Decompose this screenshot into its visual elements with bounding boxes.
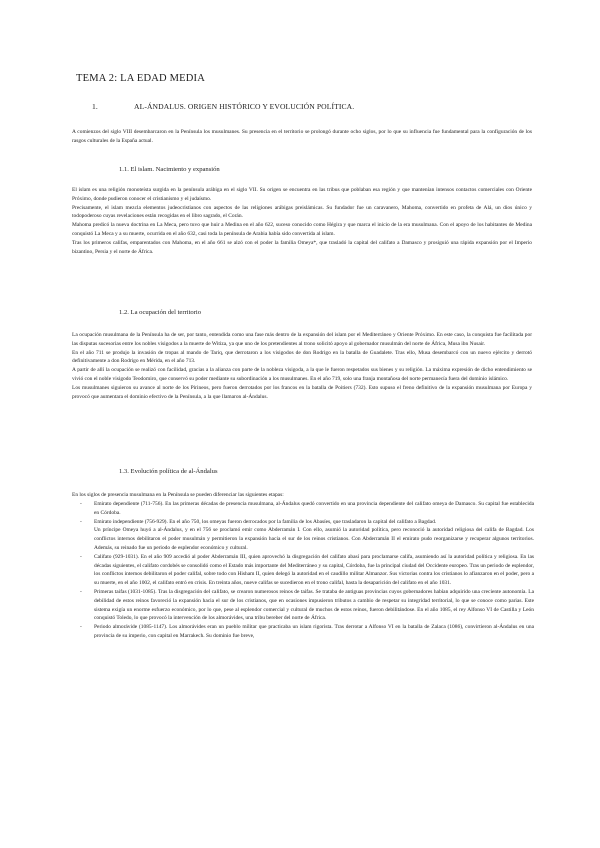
section-heading-1 (92, 102, 354, 111)
subsection-body-1-1 (72, 186, 532, 256)
section-number: 1. (92, 102, 98, 111)
list-item (78, 623, 534, 641)
list-item-text: Periodo almorávide (1085-1147). Los almorávides eran un pueblo militar que practicaba un islam rigorista. Tras derrotar a Alfonso VI en la batalla de Zalaca (1086), convirtieron al-Ándalus en una provincia de su imperio, con capital en Marrakech. Su dominio fue breve, (94, 624, 534, 639)
subsection-body-1-2 (72, 331, 532, 401)
list-item-text: Primeras taifas (1031-1085). Tras la disgregación del califato, se crearon numerosos reinos de taifas. Se trataba de antiguas provincias cuyos gobernadores habían adquirido una creciente autonomía. La debilidad de estos reinos favoreció la expansión hacia el sur de los cristianos, que en ocasiones impusieron tributos a cambio de respetar su integridad territorial, lo que se conoce como parias. Este sistema exigía un enorme esfuerzo económico, por lo que, pese al esplendor comercial y cultural de muchos de estos reinos, fueron debilitándose. En el año 1085, el rey Alfonso VI de Castilla y León conquistó Toledo, lo que provocó la intervención de los almorávides, una tribu bereber del norte de África. (94, 588, 534, 622)
paragraph: Los musulmanes siguieron su avance al norte de los Pirineos, pero fueron derrotados por los francos en la batalla de Poitiers (732). Esto supuso el freno definitivo de la expansión musulmana por Europa y provocó que aumentara el dominio efectivo de la Península, a la que llamaron al-Ándalus. (72, 384, 532, 400)
paragraph: Tras los primeros califas, emparentados con Mahoma, en el año 661 se alzó con el poder la familia Omeya*, que trasladó la capital del califato a Damasco y prosiguió una rápida expansión por el Imperio bizantino, Persia y el norte de África. (72, 239, 532, 255)
list-item-text: Emirato independiente (756-929). En el año 750, los omeyas fueron derrocados por la familia de los Abasíes, que trasladaron la capital del califato a Bagdad. (94, 518, 437, 525)
list-item-text: Emirato dependiente (711-756). En las primeras décadas de presencia musulmana, al-Ándalus quedó convertido en una provincia dependiente del califato omeya de Damasco. Su capital fue establecida en Córdoba. (94, 501, 534, 516)
list-bullet: - (80, 501, 82, 507)
list-item (78, 518, 534, 553)
section-title: AL-ÁNDALUS. ORIGEN HISTÓRICO Y EVOLUCIÓN POLÍTICA. (134, 102, 355, 111)
subsection-lead-1-3 (72, 491, 532, 500)
list-bullet: - (80, 518, 82, 525)
list-bullet: - (80, 553, 82, 560)
paragraph: En los siglos de presencia musulmana en la Península se pueden diferenciar las siguientes etapas: (72, 492, 284, 498)
list-item (78, 588, 534, 623)
list-item-text: Califato (929-1031). En el año 909 accedió al poder Abderramán III, quien aprovechó la disgregación del califato abasí para proclamarse califa, asumiendo así la autoridad política y religiosa. En las décadas siguientes, el califato cordobés se consolidó como el Estado más importante del Mediterráneo y su capital, Córdoba, fue la principal ciudad del Occidente europeo. Tras un periodo de esplendor, los conflictos internos debilitaron el poder califal, sobre todo con Hisham II, quien delegó la autoridad en el caudillo militar Almanzor. Sus victorias contra los cristianos lo afianzaron en el poder, pero a su muerte, en el año 1002, el califato entró en crisis. En treinta años, nueve califas se sucedieron en el trono califal, hasta la desaparición del califato en el año 1031. (94, 553, 534, 587)
list-item (78, 553, 534, 588)
document-title: TEMA 2: LA EDAD MEDIA (76, 73, 206, 84)
subsection-heading-1-3: 1.3. Evolución política de al-Ándalus (119, 468, 218, 475)
paragraph: A comienzos del siglo VIII desembarcaron en la Península los musulmanes. Su presencia en el territorio se prolongó durante ocho siglos, por lo que su influencia fue fundamental para la configuración de los rasgos culturales de la España actual. (72, 129, 532, 144)
subsection-heading-1-2: 1.2. La ocupación del territorio (119, 309, 202, 316)
paragraph: La ocupación musulmana de la Península ha de ser, por tanto, entendida como una fase más dentro de la expansión del islam por el Mediterráneo y Oriente Próximo. En este caso, la conquista fue facilitada por las disputas sucesorias entre los nobles visigodos a la muerte de Witiza, ya que uno de los pretendientes al trono solicitó apoyo al gobernador musulmán del norte de África, Musa ibn Nusair. (72, 332, 532, 347)
list-bullet: - (80, 624, 82, 631)
stages-list (78, 500, 534, 641)
paragraph: Precisamente, el islam mezcla elementos judeocristianos con aspectos de las religiones arábigas preislámicas. Su fundador fue un caravanero, Mahoma, convertido en profeta de Alá, un dios único y todopoderoso cuyas revelaciones están recogidas en el libro sagrado, el Corán. (72, 204, 532, 220)
paragraph: El islam es una religión monoteísta surgida en la península arábiga en el siglo VII. Su origen se encuentra en las tribus que poblaban esa región y que mantenían intensos contactos comerciales con Oriente Próximo, donde pudieron conocer el cristianismo y el judaísmo. (72, 187, 532, 202)
paragraph: En el año 711 se produjo la invasión de tropas al mando de Tariq, que derrotaron a los visigodos de don Rodrigo en la batalla de Guadalete. Tras ello, Musa desembarcó con un nuevo ejército y derrotó definitivamente a don Rodrigo en Mérida, en el año 713. (72, 349, 532, 365)
paragraph: A partir de allí la ocupación se realizó con facilidad, gracias a la alianza con parte de la nobleza visigoda, a la que le fueron respetados sus bienes y su religión. La máxima expresión de dicho entendimiento se vivió con el noble visigodo Teodomiro, que conservó su poder mediante su subordinación a los musulmanes. En el año 719, solo una franja montañosa del norte permanecía fuera del dominio islámico. (72, 367, 532, 382)
list-item-text: Un príncipe Omeya huyó a al-Ándalus, y en el 756 se proclamó emir como Abderramán I. Con ello, asumió la autoridad política, pero reconoció la autoridad religiosa del califa de Bagdad. Los conflictos internos debilitaron el poder musulmán y permitieron la expansión hacia el sur de los reinos cristianos. Con Abderramán II el emirato pudo reorganizarse y recuperar algunos territorios. Además, su reinado fue un periodo de esplendor económico y cultural. (94, 527, 534, 551)
list-item (78, 500, 534, 518)
intro-paragraph (72, 128, 532, 146)
subsection-heading-1-1: 1.1. El islam. Nacimiento y expansión (119, 166, 220, 173)
list-bullet: - (80, 588, 82, 595)
paragraph: Mahoma predicó la nueva doctrina en La Meca, pero tuvo que huir a Medina en el año 622, suceso conocido como Hégira y que marca el inicio de la era musulmana. Con el apoyo de los habitantes de Medina conquistó La Meca y a su muerte, ocurrida en el año 632, casi toda la península de Arabia había sido convertida al islam. (72, 222, 532, 237)
